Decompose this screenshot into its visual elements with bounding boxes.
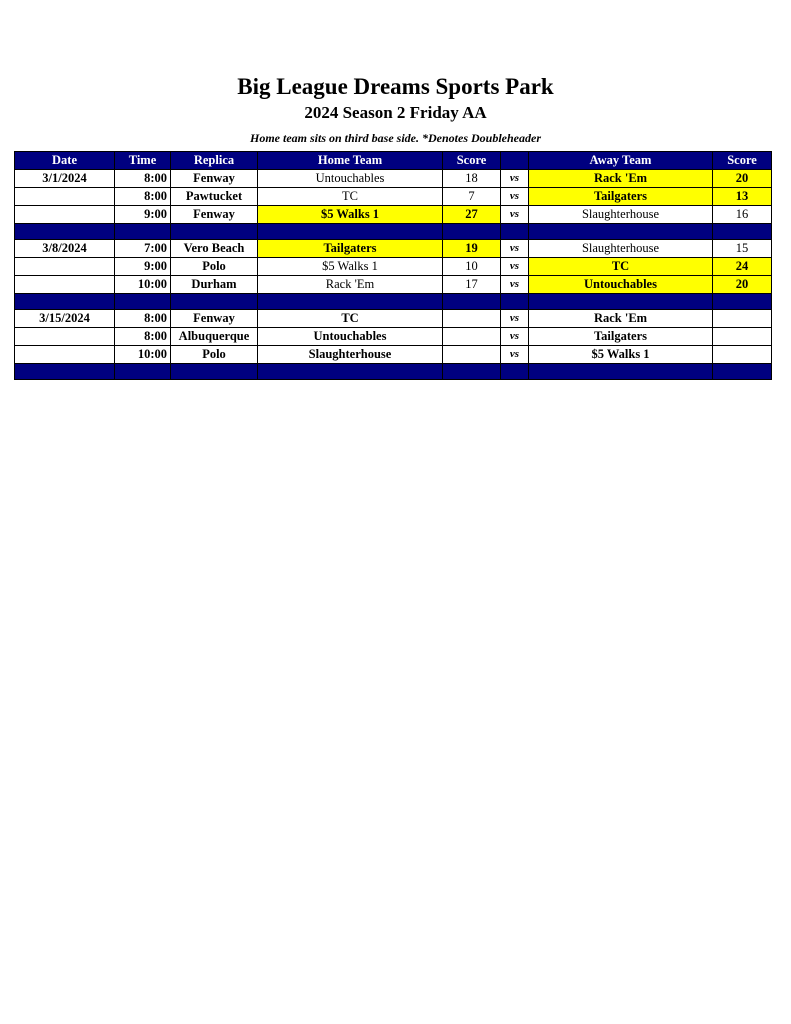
separator-cell [443, 294, 501, 310]
game-time: 7:00 [115, 240, 171, 258]
away-team: Tailgaters [529, 188, 713, 206]
separator-cell [15, 364, 115, 380]
away-score: 16 [713, 206, 772, 224]
away-team: TC [529, 258, 713, 276]
separator-cell [501, 294, 529, 310]
separator-cell [713, 294, 772, 310]
col-header-home-score: Score [443, 152, 501, 170]
game-time: 9:00 [115, 258, 171, 276]
separator-cell [171, 294, 258, 310]
schedule-table [14, 151, 772, 380]
away-team: Slaughterhouse [529, 240, 713, 258]
separator-cell [15, 224, 115, 240]
col-header-home-team: Home Team [258, 152, 443, 170]
separator-cell [258, 364, 443, 380]
game-row [15, 206, 772, 224]
vs-label: vs [501, 328, 529, 346]
home-team: TC [258, 310, 443, 328]
vs-label: vs [501, 188, 529, 206]
game-date: 3/1/2024 [15, 170, 115, 188]
vs-label: vs [501, 170, 529, 188]
home-team: $5 Walks 1 [258, 258, 443, 276]
vs-label: vs [501, 206, 529, 224]
game-replica: Albuquerque [171, 328, 258, 346]
game-replica: Fenway [171, 310, 258, 328]
vs-label: vs [501, 240, 529, 258]
game-replica: Fenway [171, 170, 258, 188]
game-row [15, 170, 772, 188]
separator-cell [171, 364, 258, 380]
home-team: TC [258, 188, 443, 206]
week-separator-row [15, 294, 772, 310]
season-subtitle: 2024 Season 2 Friday AA [304, 103, 487, 122]
game-date [15, 258, 115, 276]
col-header-away-team: Away Team [529, 152, 713, 170]
home-score [443, 328, 501, 346]
game-date [15, 206, 115, 224]
away-team: Slaughterhouse [529, 206, 713, 224]
game-date: 3/8/2024 [15, 240, 115, 258]
separator-cell [443, 224, 501, 240]
away-score: 20 [713, 170, 772, 188]
schedule-body [15, 170, 772, 380]
header-row [15, 152, 772, 170]
home-team: Untouchables [258, 170, 443, 188]
game-date [15, 328, 115, 346]
col-header-date: Date [15, 152, 115, 170]
home-score: 10 [443, 258, 501, 276]
home-score [443, 346, 501, 364]
away-score: 15 [713, 240, 772, 258]
week-separator-row [15, 364, 772, 380]
away-team: Rack 'Em [529, 310, 713, 328]
home-score: 27 [443, 206, 501, 224]
separator-cell [115, 294, 171, 310]
separator-cell [529, 364, 713, 380]
game-time: 10:00 [115, 346, 171, 364]
away-team: Untouchables [529, 276, 713, 294]
separator-cell [501, 224, 529, 240]
separator-cell [15, 294, 115, 310]
game-time: 8:00 [115, 170, 171, 188]
game-replica: Fenway [171, 206, 258, 224]
home-team: Tailgaters [258, 240, 443, 258]
separator-cell [115, 364, 171, 380]
home-team: Rack 'Em [258, 276, 443, 294]
vs-label: vs [501, 346, 529, 364]
home-score: 18 [443, 170, 501, 188]
separator-cell [443, 364, 501, 380]
col-header-replica: Replica [171, 152, 258, 170]
game-row [15, 258, 772, 276]
separator-cell [713, 224, 772, 240]
separator-cell [115, 224, 171, 240]
separator-cell [258, 294, 443, 310]
separator-cell [529, 294, 713, 310]
separator-cell [258, 224, 443, 240]
home-team: Slaughterhouse [258, 346, 443, 364]
col-header-vs [501, 152, 529, 170]
week-separator-row [15, 224, 772, 240]
game-time: 9:00 [115, 206, 171, 224]
away-score [713, 328, 772, 346]
away-score: 20 [713, 276, 772, 294]
vs-label: vs [501, 310, 529, 328]
home-score: 19 [443, 240, 501, 258]
away-score: 24 [713, 258, 772, 276]
game-time: 8:00 [115, 310, 171, 328]
game-replica: Pawtucket [171, 188, 258, 206]
away-team: Rack 'Em [529, 170, 713, 188]
vs-label: vs [501, 258, 529, 276]
separator-cell [713, 364, 772, 380]
separator-cell [171, 224, 258, 240]
game-time: 10:00 [115, 276, 171, 294]
game-row [15, 328, 772, 346]
home-score [443, 310, 501, 328]
home-score: 17 [443, 276, 501, 294]
game-row [15, 276, 772, 294]
away-team: $5 Walks 1 [529, 346, 713, 364]
vs-label: vs [501, 276, 529, 294]
game-replica: Polo [171, 258, 258, 276]
game-replica: Polo [171, 346, 258, 364]
away-team: Tailgaters [529, 328, 713, 346]
game-time: 8:00 [115, 328, 171, 346]
game-replica: Vero Beach [171, 240, 258, 258]
away-score [713, 310, 772, 328]
game-time: 8:00 [115, 188, 171, 206]
game-row [15, 240, 772, 258]
game-row [15, 188, 772, 206]
col-header-away-score: Score [713, 152, 772, 170]
home-team: $5 Walks 1 [258, 206, 443, 224]
home-team: Untouchables [258, 328, 443, 346]
home-score: 7 [443, 188, 501, 206]
game-replica: Durham [171, 276, 258, 294]
game-date [15, 346, 115, 364]
game-date: 3/15/2024 [15, 310, 115, 328]
away-score: 13 [713, 188, 772, 206]
home-team-note: Home team sits on third base side. *Denotes Doubleheader [250, 131, 541, 145]
page-title: Big League Dreams Sports Park [237, 74, 554, 99]
game-date [15, 188, 115, 206]
separator-cell [501, 364, 529, 380]
away-score [713, 346, 772, 364]
separator-cell [529, 224, 713, 240]
game-row [15, 310, 772, 328]
game-date [15, 276, 115, 294]
game-row [15, 346, 772, 364]
col-header-time: Time [115, 152, 171, 170]
